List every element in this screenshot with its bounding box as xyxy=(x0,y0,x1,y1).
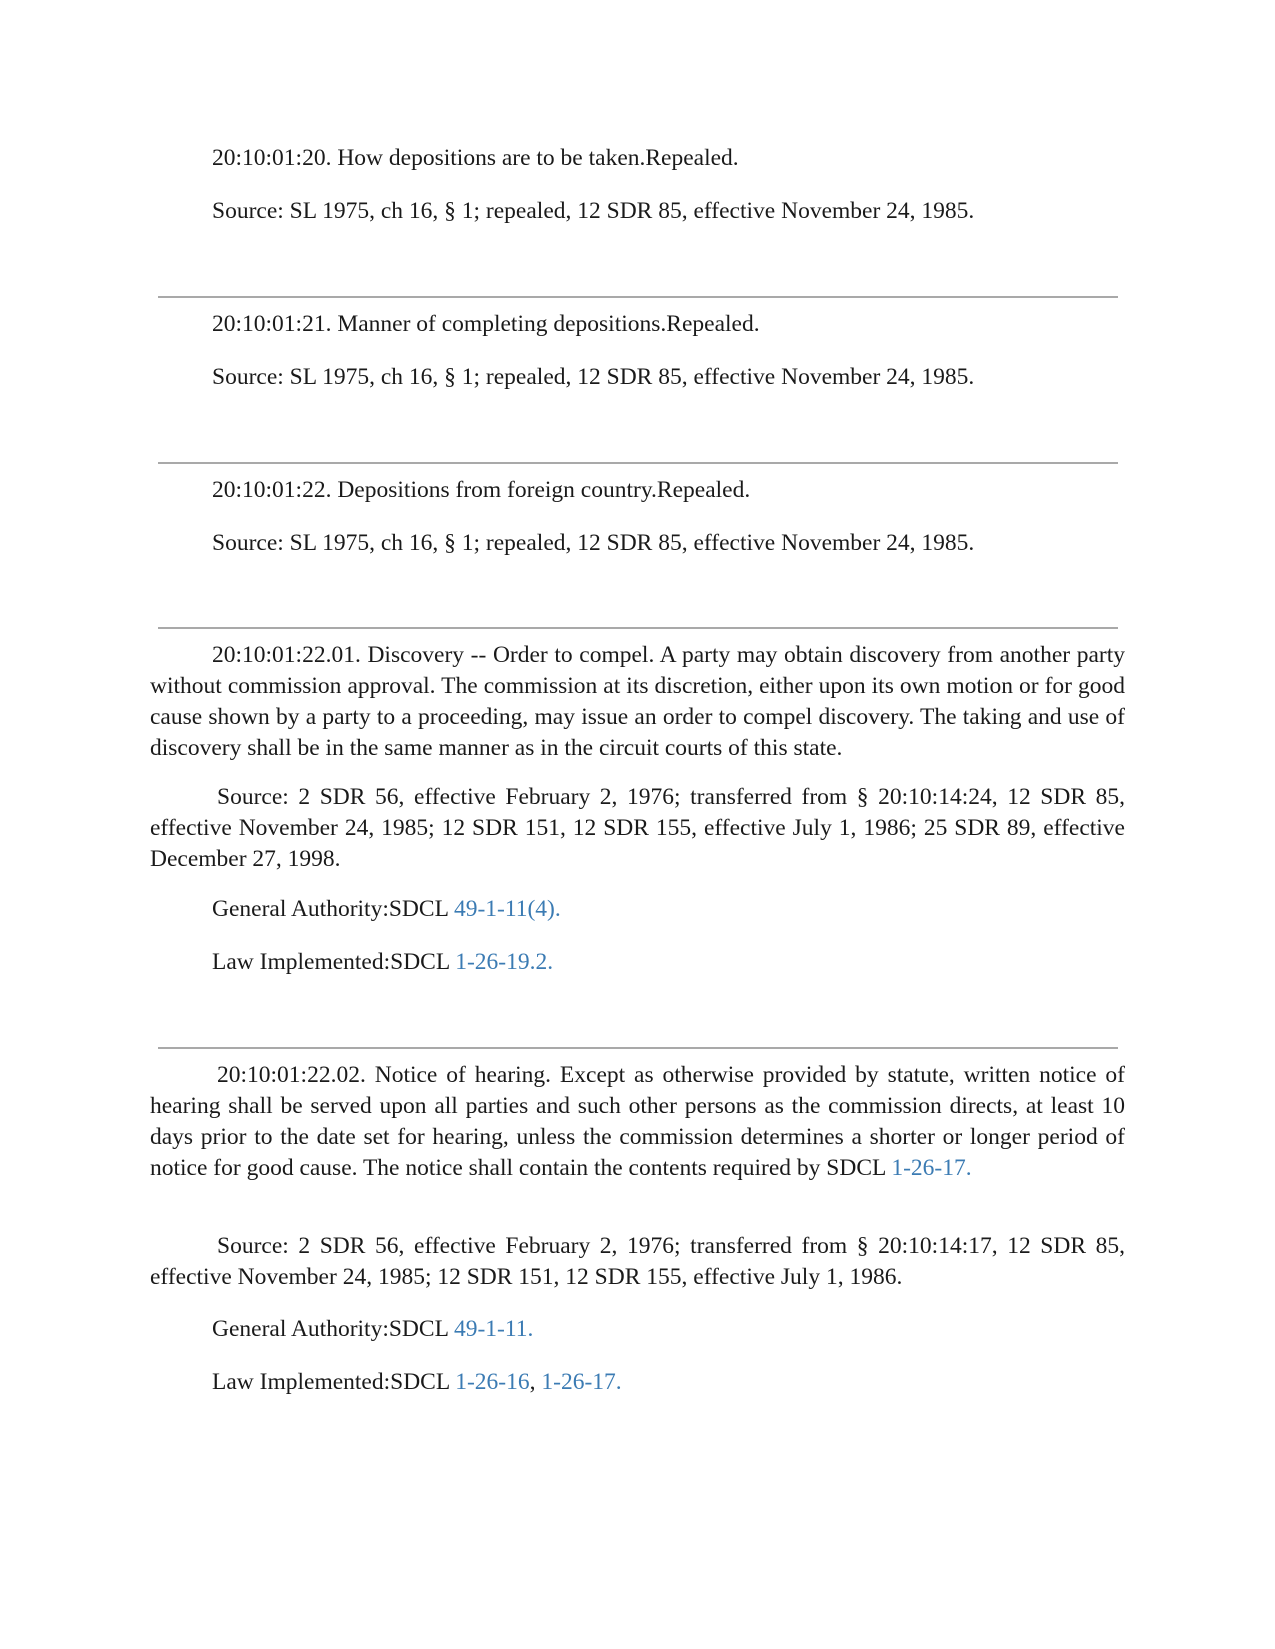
sdcl-link-1-26-19-2[interactable]: 1-26-19.2. xyxy=(455,949,554,975)
general-authority-label: General Authority:SDCL xyxy=(212,896,454,922)
law-implemented-label: Law Implemented:SDCL xyxy=(212,1369,456,1395)
section-divider xyxy=(158,627,1118,629)
link-separator: , xyxy=(529,1369,542,1395)
rule-source-20-10-01-22-02: Source: 2 SDR 56, effective February 2, 1976; transferred from § 20:10:14:17, 12 SDR 85, effective November 24, 1985; 12 SDR 151, 12 SDR 155, effective July 1, 1986. xyxy=(150,1233,1125,1290)
section-divider xyxy=(158,462,1118,464)
sdcl-link-49-1-11-4[interactable]: 49-1-11(4). xyxy=(453,896,561,922)
rule-heading-20-10-01-20: 20:10:01:20. How depositions are to be taken.Repealed. xyxy=(212,145,739,171)
general-authority-20-10-01-22-02 xyxy=(150,1314,1125,1345)
rule-body-20-10-01-22-02 xyxy=(150,1060,1125,1184)
sdcl-link-49-1-11[interactable]: 49-1-11. xyxy=(453,1316,534,1342)
general-authority-20-10-01-22-01 xyxy=(150,894,1125,925)
law-implemented-label: Law Implemented:SDCL xyxy=(212,949,456,975)
sdcl-link-1-26-17[interactable]: 1-26-17. xyxy=(891,1155,972,1181)
rule-body-text: 20:10:01:22.02. Notice of hearing. Except as otherwise provided by statute, written notice of hearing shall be served upon all parties and such other persons as the commission directs, at least 10 days prior to the date set for hearing, unless the commission determines a shorter or longer period of notice for good cause. The notice shall contain the contents required by SDCL xyxy=(150,1062,1125,1181)
rule-source-20-10-01-22: Source: SL 1975, ch 16, § 1; repealed, 12 SDR 85, effective November 24, 1985. xyxy=(212,530,975,556)
rule-source-20-10-01-21: Source: SL 1975, ch 16, § 1; repealed, 12 SDR 85, effective November 24, 1985. xyxy=(212,364,975,390)
sdcl-link-1-26-17-implemented[interactable]: 1-26-17. xyxy=(541,1369,622,1395)
rule-source-20-10-01-20: Source: SL 1975, ch 16, § 1; repealed, 12 SDR 85, effective November 24, 1985. xyxy=(212,198,975,224)
rule-body-20-10-01-22-01: 20:10:01:22.01. Discovery -- Order to compel. A party may obtain discovery from another party without commission approval. The commission at its discretion, either upon its own motion or for good cause shown by a party to a proceeding, may issue an order to compel discovery. The taking and use of discovery shall be in the same manner as in the circuit courts of this state. xyxy=(150,642,1125,761)
section-divider xyxy=(158,1047,1118,1049)
law-implemented-20-10-01-22-01 xyxy=(150,947,1125,978)
general-authority-label: General Authority:SDCL xyxy=(212,1316,454,1342)
rule-heading-20-10-01-21: 20:10:01:21. Manner of completing depositions.Repealed. xyxy=(212,311,760,337)
rule-source-20-10-01-22-01: Source: 2 SDR 56, effective February 2, 1976; transferred from § 20:10:14:24, 12 SDR 85, effective November 24, 1985; 12 SDR 151, 12 SDR 155, effective July 1, 1986; 25 SDR 89, effective December 27, 1998. xyxy=(150,784,1125,872)
section-divider xyxy=(158,296,1118,298)
rule-heading-20-10-01-22: 20:10:01:22. Depositions from foreign country.Repealed. xyxy=(212,477,751,503)
sdcl-link-1-26-16[interactable]: 1-26-16 xyxy=(455,1369,530,1395)
law-implemented-20-10-01-22-02 xyxy=(150,1367,1125,1398)
